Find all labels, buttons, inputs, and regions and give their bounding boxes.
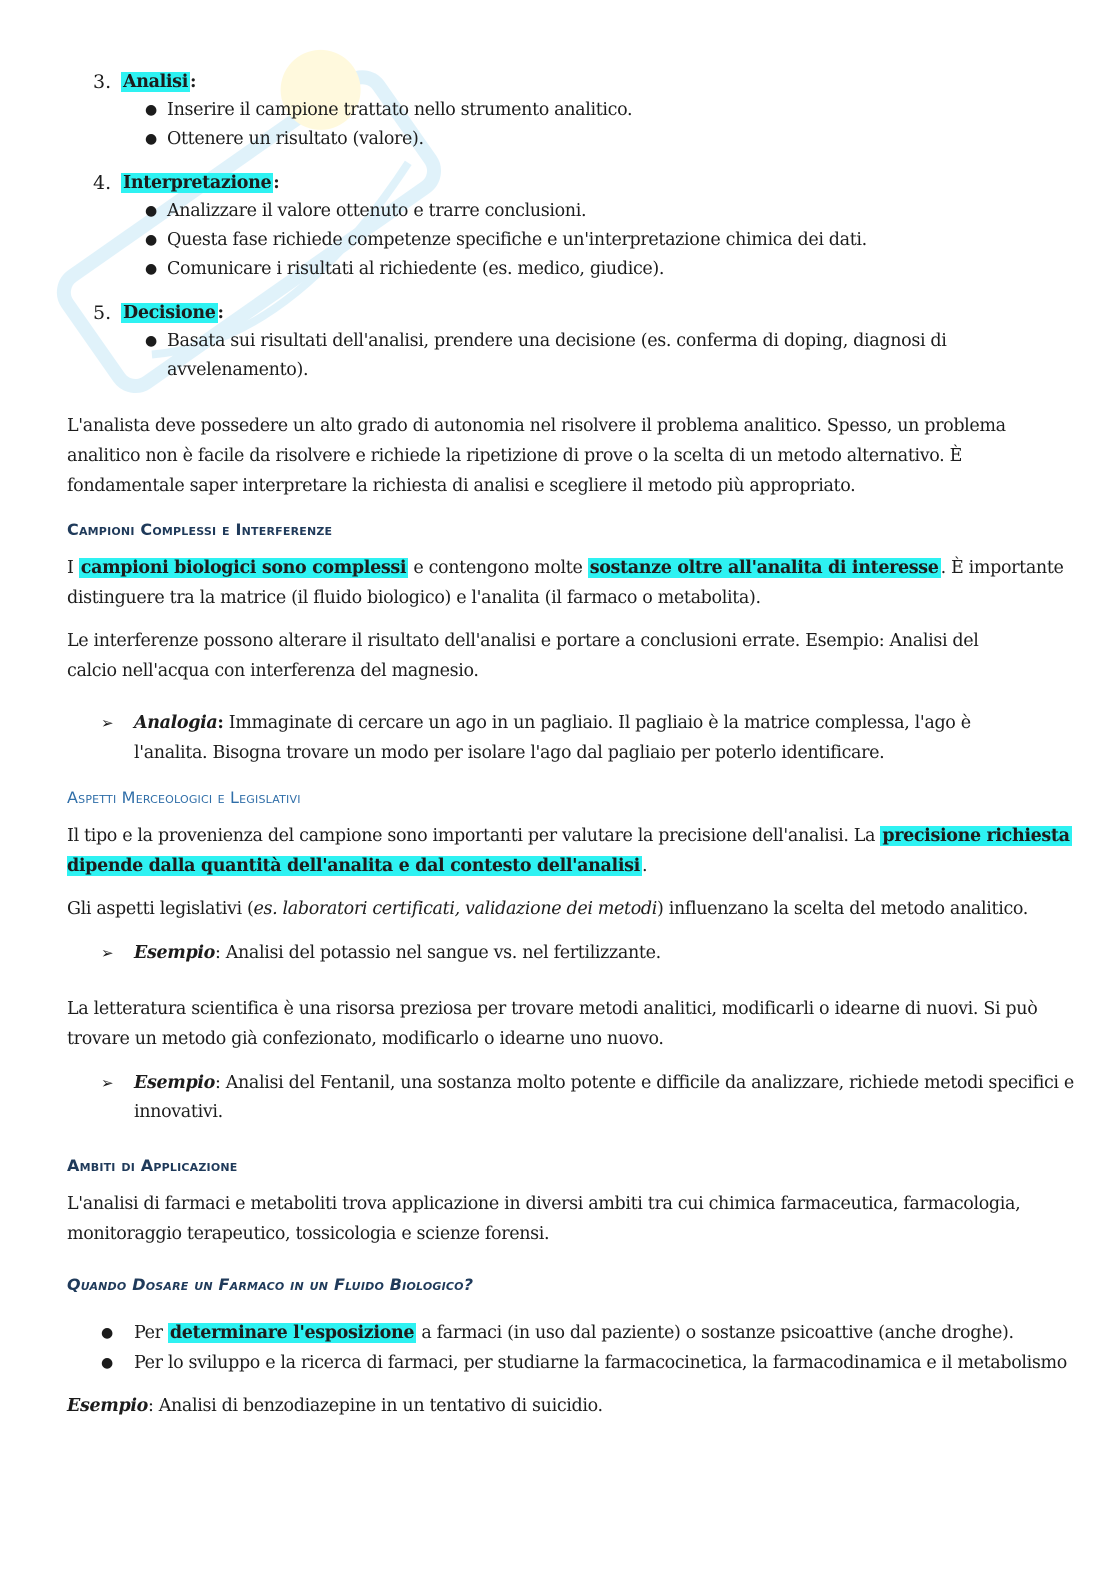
bullet: ● (145, 203, 158, 219)
text: . (641, 856, 648, 876)
paragraph-line (67, 553, 1064, 583)
text: Per (134, 1323, 168, 1343)
bullet: ● (145, 131, 158, 147)
paragraph-line: analitico non è facile da risolvere e richiede la ripetizione di prove o la scelta di un metodo alternativo. È (67, 446, 963, 466)
paragraph-line (67, 851, 647, 881)
highlight: precisione richiesta (882, 826, 1070, 846)
text: Gli aspetti legislativi ( (67, 899, 254, 919)
analogy-label: Analogia (134, 713, 218, 733)
text: a farmaci (in uso dal paziente) o sostanze psicoattive (anche droghe). (416, 1323, 1014, 1343)
italic-text: es. laboratori certificati, validazione dei metodi (253, 899, 658, 919)
highlight: determinare l'esposizione (169, 1323, 415, 1343)
paragraph-line: L'analista deve possedere un alto grado di autonomia nel risolvere il problema analitico. Spesso, un problema (67, 416, 1006, 436)
list-item-continuation: avvelenamento). (167, 360, 309, 380)
example-label: Esempio (134, 1073, 215, 1093)
step-heading (121, 67, 196, 97)
list-item: Basata sui risultati dell'analisi, prendere una decisione (es. conferma di doping, diagnosi di (167, 331, 947, 351)
text: Immaginate di cercare un ago in un pagliaio. Il pagliaio è la matrice complessa, l'ago è (223, 713, 971, 733)
example-label: Esempio (134, 943, 215, 963)
list-item: Questa fase richiede competenze specifiche e un'interpretazione chimica dei dati. (167, 230, 867, 250)
step-number: 4. (93, 172, 112, 194)
list-item: Analizzare il valore ottenuto e trarre conclusioni. (167, 201, 587, 221)
list-item (134, 1318, 1014, 1348)
text: . È importante (940, 558, 1064, 578)
bullet: ● (145, 261, 158, 277)
arrow-bullet-icon: ➢ (101, 944, 114, 962)
analogy-line (134, 708, 971, 738)
paragraph-line: trovare un metodo già confezionato, modificarlo o idearne uno nuovo. (67, 1029, 664, 1049)
paragraph-line: monitoraggio terapeutico, tossicologia e scienze forensi. (67, 1224, 550, 1244)
highlight: sostanze oltre all'analita di interesse (589, 558, 939, 578)
paragraph-line: La letteratura scientifica è una risorsa preziosa per trovare metodi analitici, modificarli o idearne di nuovi. Si può (67, 999, 1038, 1019)
text: I (67, 558, 79, 578)
paragraph-line: fondamentale saper interpretare la richiesta di analisi e scegliere il metodo più appropriato. (67, 476, 856, 496)
text: : Analisi di benzodiazepine in un tentativo di suicidio. (147, 1396, 603, 1416)
step-number: 5. (93, 302, 112, 324)
paragraph-line: L'analisi di farmaci e metaboliti trova applicazione in diversi ambiti tra cui chimica farmaceutica, farmacologia, (67, 1194, 1021, 1214)
arrow-bullet-icon: ➢ (101, 1074, 114, 1092)
text: ) influenzano la scelta del metodo analitico. (657, 899, 1028, 919)
list-item: Ottenere un risultato (valore). (167, 129, 424, 149)
section-heading-ambiti: Ambiti di Applicazione (67, 1156, 238, 1175)
bullet: ● (101, 1355, 114, 1371)
example-label: Esempio (67, 1396, 148, 1416)
bullet: ● (101, 1325, 114, 1341)
list-item: Per lo sviluppo e la ricerca di farmaci, per studiarne la farmacocinetica, la farmacodinamica e il metabolismo (134, 1353, 1067, 1373)
text: : Analisi del Fentanil, una sostanza molto potente e difficile da analizzare, richiede metodi specifici e (214, 1073, 1074, 1093)
arrow-bullet-icon: ➢ (101, 714, 114, 732)
step-number: 3. (93, 71, 112, 93)
section-heading-campioni: Campioni Complessi e Interferenze (67, 520, 333, 539)
bullet: ● (145, 333, 158, 349)
example-line (134, 1068, 1074, 1098)
text: Il tipo e la provenienza del campione sono importanti per valutare la precisione dell'analisi. La (67, 826, 881, 846)
bullet: ● (145, 232, 158, 248)
paragraph-line (67, 821, 1072, 851)
example-line (134, 938, 661, 968)
highlight: Interpretazione (123, 173, 272, 193)
colon: : (273, 173, 280, 193)
paragraph-line: calcio nell'acqua con interferenza del magnesio. (67, 661, 479, 681)
colon: : (217, 713, 224, 733)
highlight: campioni biologici sono complessi (80, 558, 407, 578)
highlight: dipende dalla quantità dell'analita e dal contesto dell'analisi (67, 856, 640, 876)
example-line: innovativi. (134, 1102, 223, 1122)
step-heading (121, 168, 279, 198)
text: : Analisi del potassio nel sangue vs. nel fertilizzante. (214, 943, 661, 963)
section-heading-quando: Quando Dosare un Farmaco in un Fluido Biologico? (67, 1275, 474, 1294)
colon: : (190, 72, 197, 92)
list-item: Inserire il campione trattato nello strumento analitico. (167, 100, 633, 120)
text: e contengono molte (408, 558, 588, 578)
highlight: Analisi (123, 72, 188, 92)
paragraph-line: distinguere tra la matrice (il fluido biologico) e l'analita (il farmaco o metabolita). (67, 588, 761, 608)
step-heading (121, 298, 224, 328)
paragraph-line: Le interferenze possono alterare il risultato dell'analisi e portare a conclusioni errate. Esempio: Analisi del (67, 631, 979, 651)
bullet: ● (145, 102, 158, 118)
colon: : (217, 303, 224, 323)
paragraph-line (67, 894, 1028, 924)
example-line (67, 1391, 603, 1421)
highlight: Decisione (123, 303, 216, 323)
section-heading-aspetti: Aspetti Merceologici e Legislativi (67, 788, 301, 807)
analogy-line: l'analita. Bisogna trovare un modo per isolare l'ago dal pagliaio per poterlo identificare. (134, 743, 885, 763)
list-item: Comunicare i risultati al richiedente (es. medico, giudice). (167, 259, 665, 279)
